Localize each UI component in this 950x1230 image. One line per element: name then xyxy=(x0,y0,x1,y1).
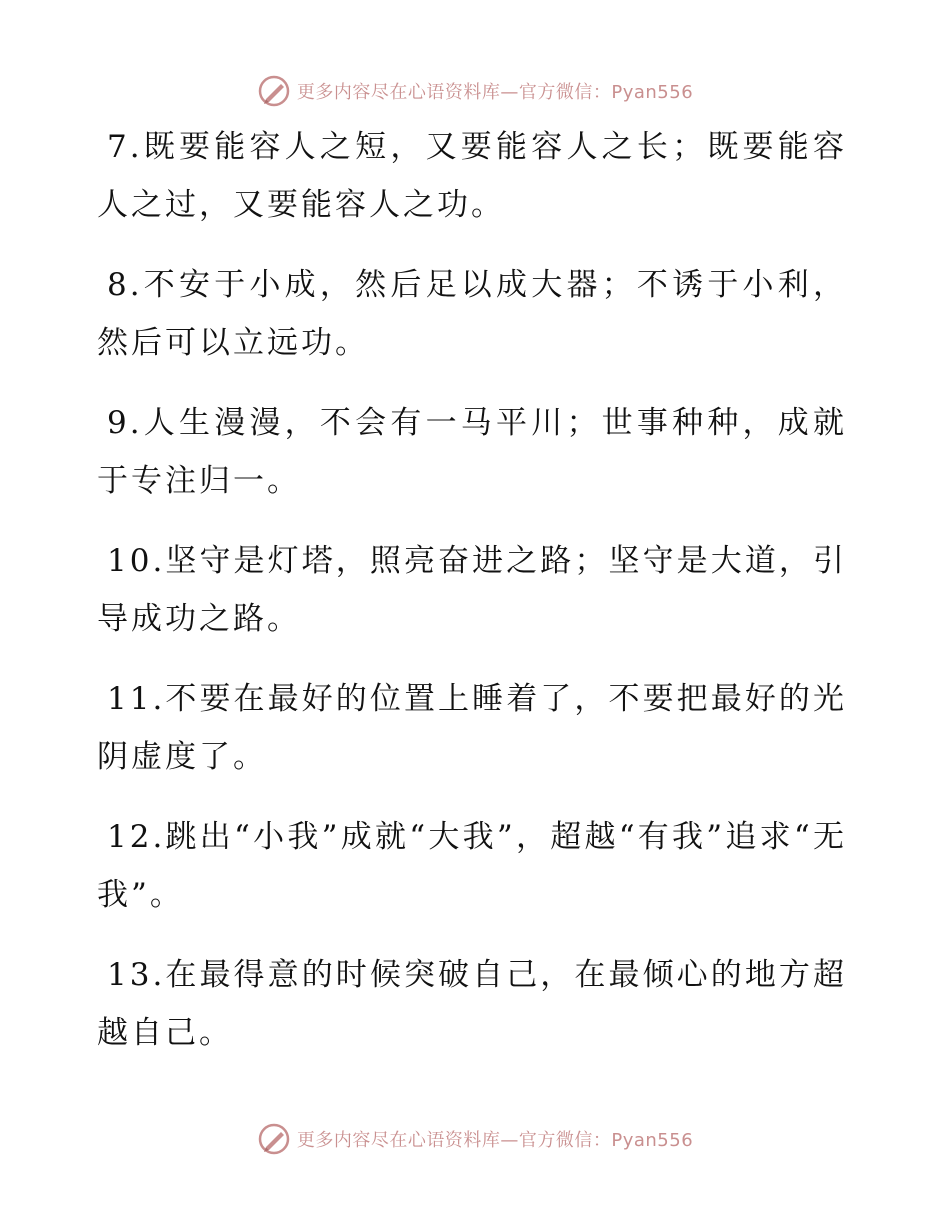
quote-item: 8.不安于小成，然后足以成大器；不诱于小利，然后可以立远功。 xyxy=(97,267,847,361)
quote-item: 12.跳出“小我”成就“大我”，超越“有我”追求“无我”。 xyxy=(97,819,847,913)
header-watermark xyxy=(0,74,950,108)
watermark-text: 更多内容尽在心语资料库—官方微信：Pyan556 xyxy=(296,82,694,103)
quote-item: 9.人生漫漫，不会有一马平川；世事种种，成就于专注归一。 xyxy=(97,405,847,499)
quote-item: 10.坚守是灯塔，照亮奋进之路；坚守是大道，引导成功之路。 xyxy=(97,543,847,637)
quote-list xyxy=(97,118,847,1084)
pen-logo-icon xyxy=(257,1122,291,1156)
pen-logo-icon xyxy=(257,74,291,108)
quote-item: 11.不要在最好的位置上睡着了，不要把最好的光阴虚度了。 xyxy=(97,681,847,775)
watermark-text: 更多内容尽在心语资料库—官方微信：Pyan556 xyxy=(296,1130,694,1151)
footer-watermark xyxy=(0,1122,950,1156)
quote-item: 13.在最得意的时候突破自己，在最倾心的地方超越自己。 xyxy=(97,957,847,1051)
quote-item: 7.既要能容人之短，又要能容人之长；既要能容人之过，又要能容人之功。 xyxy=(97,129,847,223)
